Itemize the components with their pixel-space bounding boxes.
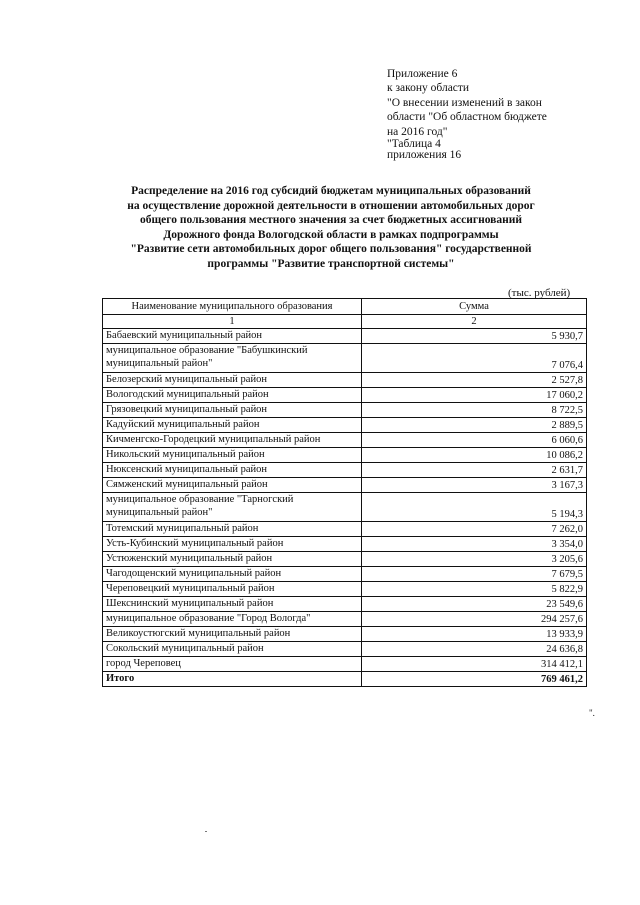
table-row [103,493,587,522]
subsidy-amount: 24 636,8 [362,642,587,657]
table-row [103,478,587,493]
municipality-name: муниципальное образование "Город Вологда" [103,612,362,627]
header-sum: Сумма [362,299,587,315]
column-index: 2 [362,315,587,329]
table-row [103,567,587,582]
subsidy-amount: 5 822,9 [362,582,587,597]
subsidy-amount: 13 933,9 [362,627,587,642]
subsidy-amount: 3 167,3 [362,478,587,493]
title-line: программы "Развитие транспортной системы" [207,257,455,270]
municipality-name: Чагодощенский муниципальный район [103,567,362,582]
appendix-line: к закону области [387,82,470,95]
table-row [103,612,587,627]
units-label: (тыс. рублей) [508,287,571,299]
table-row [103,582,587,597]
title-line: на осуществление дорожной деятельности в отношении автомобильных дорог [127,199,535,212]
municipality-name: Грязовецкий муниципальный район [103,403,362,418]
municipality-name: Белозерский муниципальный район [103,373,362,388]
column-index-row [103,315,587,329]
municipality-name: город Череповец [103,657,362,672]
subsidy-amount: 7 076,4 [362,344,587,373]
total-label: Итого [103,672,362,687]
table-row [103,344,587,373]
total-row [103,672,587,687]
appendix-line: "Таблица 4 [387,138,441,151]
subsidy-amount: 3 354,0 [362,537,587,552]
subsidy-amount: 6 060,6 [362,433,587,448]
scan-speck [205,831,207,832]
table-row [103,463,587,478]
table-row [103,642,587,657]
municipality-name: Усть-Кубинский муниципальный район [103,537,362,552]
table-row [103,329,587,344]
table-row [103,657,587,672]
municipality-name: Сямженский муниципальный район [103,478,362,493]
column-index: 1 [103,315,362,329]
municipality-name: муниципальное образование "Бабушкинский муниципальный район" [103,344,362,373]
subsidy-amount: 8 722,5 [362,403,587,418]
subsidy-amount: 5 930,7 [362,329,587,344]
subsidy-amount: 294 257,6 [362,612,587,627]
subsidy-amount: 5 194,3 [362,493,587,522]
municipality-name: Тотемский муниципальный район [103,522,362,537]
table-row [103,448,587,463]
municipality-name: Кичменгско-Городецкий муниципальный район [103,433,362,448]
subsidy-amount: 7 679,5 [362,567,587,582]
subsidy-amount: 17 060,2 [362,388,587,403]
table-row [103,597,587,612]
municipality-name: Бабаевский муниципальный район [103,329,362,344]
municipality-name: Череповецкий муниципальный район [103,582,362,597]
title-line: Распределение на 2016 год субсидий бюджетам муниципальных образований [131,185,531,197]
table-row [103,433,587,448]
table-row [103,552,587,567]
subsidy-amount: 3 205,6 [362,552,587,567]
table-row [103,403,587,418]
municipality-name: Шекснинский муниципальный район [103,597,362,612]
subsidy-amount: 2 527,8 [362,373,587,388]
closing-quote: ". [589,708,595,718]
subsidy-amount: 10 086,2 [362,448,587,463]
appendix-line: приложения 16 [387,149,462,162]
subsidy-amount: 2 889,5 [362,418,587,433]
municipality-name: Сокольский муниципальный район [103,642,362,657]
subsidy-amount: 23 549,6 [362,597,587,612]
table-row [103,373,587,388]
subsidy-amount: 314 412,1 [362,657,587,672]
table-header-row [103,299,587,315]
document-title [96,184,566,271]
table-row [103,418,587,433]
subsidy-amount: 7 262,0 [362,522,587,537]
appendix-line: "О внесении изменений в закон [387,96,542,109]
total-amount: 769 461,2 [362,672,587,687]
table-row [103,537,587,552]
appendix-line: Приложение 6 [387,68,458,80]
municipality-name: муниципальное образование "Тарногский муниципальный район" [103,493,362,522]
table-row [103,522,587,537]
title-line: "Развитие сети автомобильных дорог общего пользования" государственной [130,243,532,255]
municipality-name: Вологодский муниципальный район [103,388,362,403]
title-line: Дорожного фонда Вологодской области в рамках подпрограммы [163,228,499,241]
appendix-line: области "Об областном бюджете [387,111,547,124]
municipality-name: Кадуйский муниципальный район [103,418,362,433]
municipality-name: Великоустюгский муниципальный район [103,627,362,642]
table-row [103,627,587,642]
municipality-name: Устюженский муниципальный район [103,552,362,567]
subsidy-table [102,298,587,687]
subsidy-amount: 2 631,7 [362,463,587,478]
appendix-reference [387,67,627,161]
table-row [103,388,587,403]
title-line: общего пользования местного значения за счет бюджетных ассигнований [139,214,523,226]
header-name: Наименование муниципального образования [103,299,362,315]
appendix-line: на 2016 год" [387,125,448,138]
municipality-name: Никольский муниципальный район [103,448,362,463]
municipality-name: Нюксенский муниципальный район [103,463,362,478]
